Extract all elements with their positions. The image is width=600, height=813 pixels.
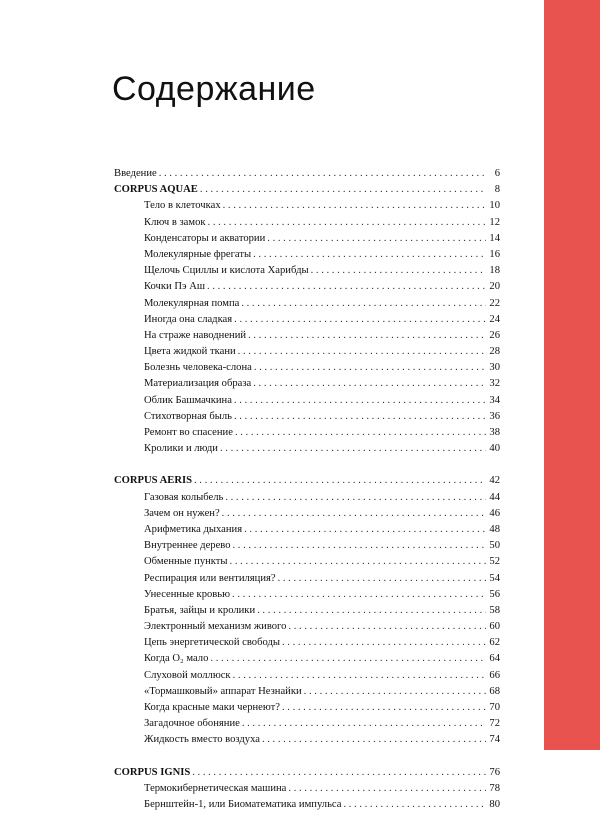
toc-entry-row[interactable] [114,571,500,587]
dot-leader [282,700,486,716]
toc-entry-row[interactable] [114,797,500,813]
toc-page-number: 18 [489,265,500,277]
toc-page-number: 6 [494,168,500,179]
toc-entry-row[interactable] [114,409,500,425]
dot-leader [223,198,486,214]
toc-entry-title: Ремонт во спасение [144,427,233,438]
toc-page-number: 26 [489,329,500,341]
dot-leader [234,409,486,425]
toc-entry-row[interactable] [114,635,500,651]
dot-leader [210,651,486,667]
section-gap [114,457,500,473]
dot-leader [208,215,486,231]
toc-entry-title: Молекулярные фрегаты [144,248,252,260]
dot-leader [262,732,486,748]
dot-leader [282,635,486,651]
toc-entry-title: CORPUS IGNIS [114,766,191,778]
toc-entry-title: Респирация или вентиляция? [144,572,276,584]
toc-page-number: 44 [489,491,500,503]
toc-entry-title: Цепь энергетической свободы [144,637,280,649]
toc-entry-row[interactable] [114,296,500,312]
toc-entry-title: Загадочное обоняние [144,718,240,730]
toc-entry-row[interactable] [114,393,500,409]
toc-entry-title: Облик Башмачкина [144,394,232,406]
section-gap [114,749,500,765]
red-edge-bar [544,0,600,750]
toc-entry-title: CORPUS AERIS [114,475,192,487]
dot-leader [225,490,486,506]
toc-entry-row[interactable] [114,215,500,231]
dot-leader [230,554,486,570]
toc-page-number: 78 [489,782,500,794]
dot-leader [288,619,486,635]
toc-page-number: 68 [489,685,500,697]
dot-leader [234,312,486,328]
toc-entry-title: На страже наводнений [144,329,247,341]
toc-entry-row[interactable] [114,376,500,392]
toc-page-number: 62 [489,637,500,649]
toc-entry-row[interactable] [114,554,500,570]
toc-entry-title: Материализация образа [144,378,252,390]
dot-leader [222,506,486,522]
toc-page-number: 34 [489,394,500,406]
dot-leader [311,263,486,279]
dot-leader [233,538,487,554]
toc-entry-title: Арифметика дыхания [144,523,243,535]
dot-leader [253,247,486,263]
toc-page-number: 54 [489,572,500,584]
dot-leader [194,473,486,489]
toc-entry-row[interactable] [114,538,500,554]
toc-page-number: 56 [489,588,500,600]
toc-entry-title: Жидкость вместо воздуха [144,734,260,746]
toc-page-number: 14 [489,232,500,244]
toc-entry-row[interactable] [114,619,500,635]
toc-entry-title: Газовая колыбель [144,491,224,503]
dot-leader [267,231,486,247]
toc-page-number: 42 [489,475,500,487]
dot-leader [235,425,486,441]
toc-entry-row[interactable] [114,198,500,214]
toc-entry-row[interactable] [114,263,500,279]
toc-entry-row[interactable] [114,231,500,247]
dot-leader [159,166,486,182]
toc-entry-title: Унесенные кровью [144,588,231,600]
toc-entry-title: Обменные пункты [144,556,228,568]
toc-page-number: 20 [489,281,500,293]
toc-page-number: 64 [489,653,500,665]
toc-entry-title: Когда O₂ мало [144,653,209,665]
toc-page-number: 12 [489,216,500,228]
toc-page-number: 60 [489,621,500,633]
toc-page-number: 50 [489,540,500,552]
toc-entry-title: Слуховой моллюск [144,669,231,681]
toc-entry-row[interactable] [114,506,500,522]
dot-leader [241,296,486,312]
dot-leader [232,587,486,603]
toc-entry-row[interactable] [114,732,500,748]
dot-leader [238,344,486,360]
toc-page-number: 28 [489,346,500,358]
toc-entry-title: «Тормашковый» аппарат Незнайки [144,685,302,697]
toc-page-number: 58 [489,604,500,616]
toc-entry-row[interactable] [114,781,500,797]
dot-leader [207,279,486,295]
toc-page-number: 16 [489,248,500,260]
toc-page-number: 24 [489,313,500,325]
toc-entry-row[interactable] [114,651,500,667]
toc-entry-title: Щелочь Сциллы и кислота Харибды [144,265,309,277]
dot-leader [242,716,486,732]
dot-leader [234,393,486,409]
toc-page-number: 72 [489,718,500,730]
dot-leader [248,328,486,344]
toc-page-number: 48 [489,523,500,535]
toc-section-row[interactable] [114,473,500,489]
toc-entry-row[interactable] [114,522,500,538]
toc-section-row[interactable] [114,182,500,198]
toc-page-number: 10 [489,200,500,212]
toc-page-number: 38 [489,427,500,438]
dot-leader [288,781,486,797]
toc-entry-row[interactable] [114,279,500,295]
toc-entry-row[interactable] [114,603,500,619]
dot-leader [220,441,486,457]
toc-entry-title: Стихотворная быль [144,410,232,422]
toc-entry-row[interactable] [114,700,500,716]
toc-entry-row[interactable] [114,344,500,360]
toc-entry-row[interactable] [114,668,500,684]
toc-entry-title: Внутреннее дерево [144,540,231,552]
toc-entry-row[interactable] [114,684,500,700]
toc-entry-row[interactable] [114,587,500,603]
toc-entry-row[interactable] [114,490,500,506]
toc-section-row[interactable] [114,765,500,781]
toc-page-number: 8 [494,184,500,196]
toc-page-number: 74 [489,734,500,746]
toc-entry-row[interactable] [114,716,500,732]
dot-leader [192,765,486,781]
toc-page-number: 40 [489,443,500,455]
toc-entry-row[interactable] [114,312,500,328]
dot-leader [200,182,486,198]
dot-leader [343,797,486,813]
toc-entry-row[interactable] [114,166,500,182]
toc-page-number: 22 [489,297,500,309]
toc-entry-row[interactable] [114,360,500,376]
toc-page-number: 46 [489,507,500,519]
toc-page-number: 52 [489,556,500,568]
toc-entry-row[interactable] [114,425,500,441]
toc-entry-title: Молекулярная помпа [144,297,240,309]
toc-entry-title: Цвета жидкой ткани [144,346,236,358]
page-title: Содержание [112,70,316,108]
toc-entry-title: Иногда она сладкая [144,313,233,325]
toc-page-number: 76 [489,766,500,778]
toc-entry-title: Братья, зайцы и кролики [144,604,256,616]
toc-page-number: 30 [489,362,500,374]
toc-entry-title: CORPUS AQUAE [114,184,198,196]
dot-leader [304,684,486,700]
toc-page-number: 36 [489,410,500,422]
toc-entry-title: Кролики и люди [144,443,218,455]
dot-leader [253,376,486,392]
toc-page-number: 66 [489,669,500,681]
toc-entry-title: Бернштейн-1, или Биоматематика импульса [144,798,342,810]
toc-entry-title: Введение [114,168,157,179]
toc-entry-row[interactable] [114,328,500,344]
toc-entry-title: Термокибернетическая машина [144,782,287,794]
toc-page-number: 32 [489,378,500,390]
toc-page-number: 80 [489,798,500,810]
toc-entry-title: Электронный механизм живого [144,621,287,633]
toc-entry-row[interactable] [114,247,500,263]
dot-leader [257,603,486,619]
toc-entry-row[interactable] [114,441,500,457]
toc-entry-title: Тело в клеточках [144,200,221,212]
dot-leader [244,522,486,538]
toc-entry-title: Болезнь человека-слона [144,362,252,374]
dot-leader [278,571,486,587]
toc-entry-title: Кочки Пэ Аш [144,281,206,293]
table-of-contents [114,166,500,813]
dot-leader [233,668,486,684]
toc-entry-title: Ключ в замок [144,216,206,228]
dot-leader [254,360,486,376]
toc-entry-title: Зачем он нужен? [144,507,220,519]
toc-page-number: 70 [489,702,500,713]
toc-entry-title: Когда красные маки чернеют? [144,702,280,713]
toc-entry-title: Конденсаторы и акватории [144,232,266,244]
